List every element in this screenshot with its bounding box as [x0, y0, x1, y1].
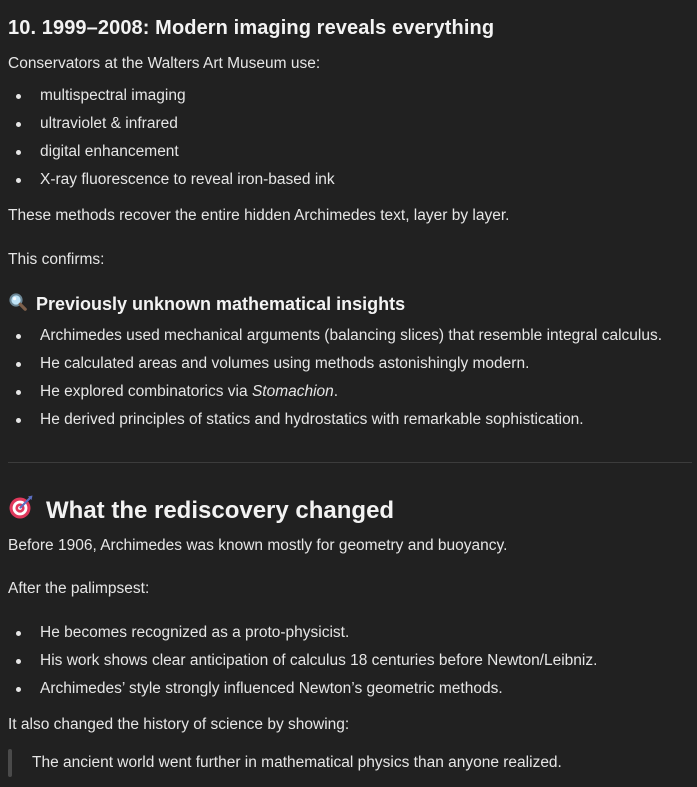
list-item: Archimedes’ style strongly influenced Newton’s geometric methods.	[8, 675, 597, 703]
conservators-intro: Conservators at the Walters Art Museum use:	[8, 55, 321, 72]
list-item: X-ray fluorescence to reveal iron-based ink	[8, 166, 335, 194]
section-divider	[8, 462, 692, 463]
list-item: His work shows clear anticipation of calculus 18 centuries before Newton/Leibniz.	[8, 647, 597, 675]
changed-heading	[8, 494, 394, 527]
insights-heading-text: Previously unknown mathematical insights	[36, 294, 406, 314]
stomachion-title: Stomachion	[251, 383, 334, 400]
changes-list	[8, 619, 597, 703]
list-item: He calculated areas and volumes using methods astonishingly modern.	[8, 350, 662, 378]
list-item: digital enhancement	[8, 138, 335, 166]
after-paragraph: After the palimpsest:	[8, 580, 150, 597]
before-paragraph: Before 1906, Archimedes was known mostly for geometry and buoyancy.	[8, 537, 508, 554]
quote-bar	[8, 749, 12, 777]
list-item: Archimedes used mechanical arguments (balancing slices) that resemble integral calculus.	[8, 322, 662, 350]
imaging-methods-list	[8, 82, 335, 194]
recover-paragraph: These methods recover the entire hidden Archimedes text, layer by layer.	[8, 207, 510, 224]
list-item: He becomes recognized as a proto-physicist.	[8, 619, 597, 647]
insights-list	[8, 322, 662, 434]
list-item	[8, 378, 662, 406]
confirms-paragraph: This confirms:	[8, 251, 105, 268]
history-paragraph: It also changed the history of science by showing:	[8, 716, 350, 733]
target-dart-icon	[8, 494, 34, 527]
quote-text: The ancient world went further in mathematical physics than anyone realized.	[32, 754, 562, 771]
list-item: He derived principles of statics and hydrostatics with remarkable sophistication.	[8, 406, 662, 434]
insights-heading	[8, 292, 405, 317]
combinatorics-suffix: .	[333, 383, 339, 400]
combinatorics-prefix: He explored combinatorics via	[40, 383, 252, 400]
list-item: ultraviolet & infrared	[8, 110, 335, 138]
section-heading: 10. 1999–2008: Modern imaging reveals everything	[8, 17, 495, 39]
blockquote	[8, 748, 688, 778]
changed-heading-text: What the rediscovery changed	[46, 496, 395, 524]
magnifying-glass-icon	[8, 292, 28, 317]
list-item: multispectral imaging	[8, 82, 335, 110]
